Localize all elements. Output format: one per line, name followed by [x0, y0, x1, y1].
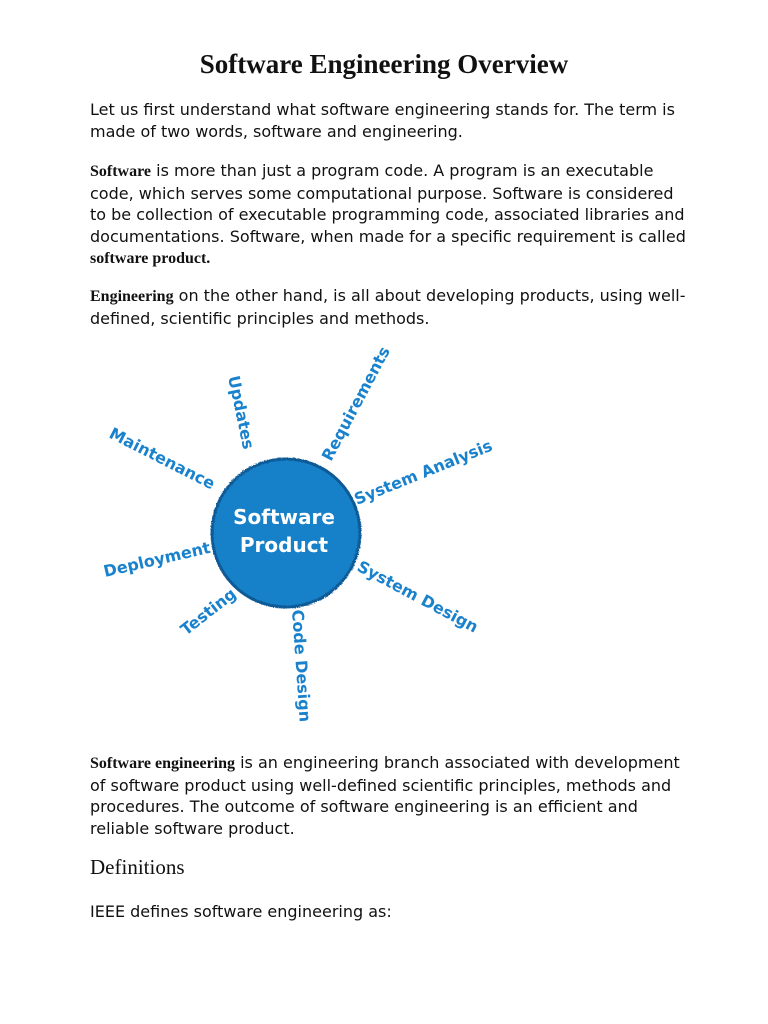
software-product-diagram — [80, 340, 520, 740]
intro-paragraph: Let us first understand what software engineering stands for. The term is made of two words, software and engineering. — [90, 100, 675, 141]
software-engineering-paragraph — [90, 752, 690, 839]
software-engineering-text: is an engineering branch associated with development of software product using well-defined scientific principles, methods and procedures. The outcome of software engineering is an efficient and reliable software product. — [90, 753, 680, 838]
software-product-term: software product. — [90, 250, 211, 267]
spoke-system-analysis: System Analysis — [351, 435, 496, 509]
center-label-line1: Software — [233, 505, 335, 529]
software-engineering-term: Software engineering — [90, 755, 236, 772]
spoke-testing: Testing — [176, 584, 240, 640]
spoke-code-design: Code Design — [288, 608, 315, 723]
spoke-maintenance: Maintenance — [106, 423, 219, 494]
engineering-text: on the other hand, is all about developing products, using well-defined, scientific principles and methods. — [90, 286, 686, 328]
spoke-deployment: Deployment — [101, 537, 213, 581]
software-term: Software — [90, 163, 152, 180]
ieee-line: IEEE defines software engineering as: — [90, 902, 392, 921]
spoke-updates: Updates — [224, 373, 259, 451]
spoke-system-design: System Design — [354, 556, 482, 637]
engineering-term: Engineering — [90, 288, 174, 305]
engineering-paragraph — [90, 285, 690, 329]
software-text: is more than just a program code. A program is an executable code, which serves some computational purpose. Software is considered to be collection of executable programming code, associated libraries and documentations. Software, when made for a specific requirement is called — [90, 161, 686, 246]
software-paragraph — [90, 160, 690, 270]
definitions-heading: Definitions — [90, 855, 185, 879]
center-label-line2: Product — [239, 533, 329, 557]
page-title: Software Engineering Overview — [199, 49, 569, 79]
spoke-requirements: Requirements — [317, 343, 394, 464]
